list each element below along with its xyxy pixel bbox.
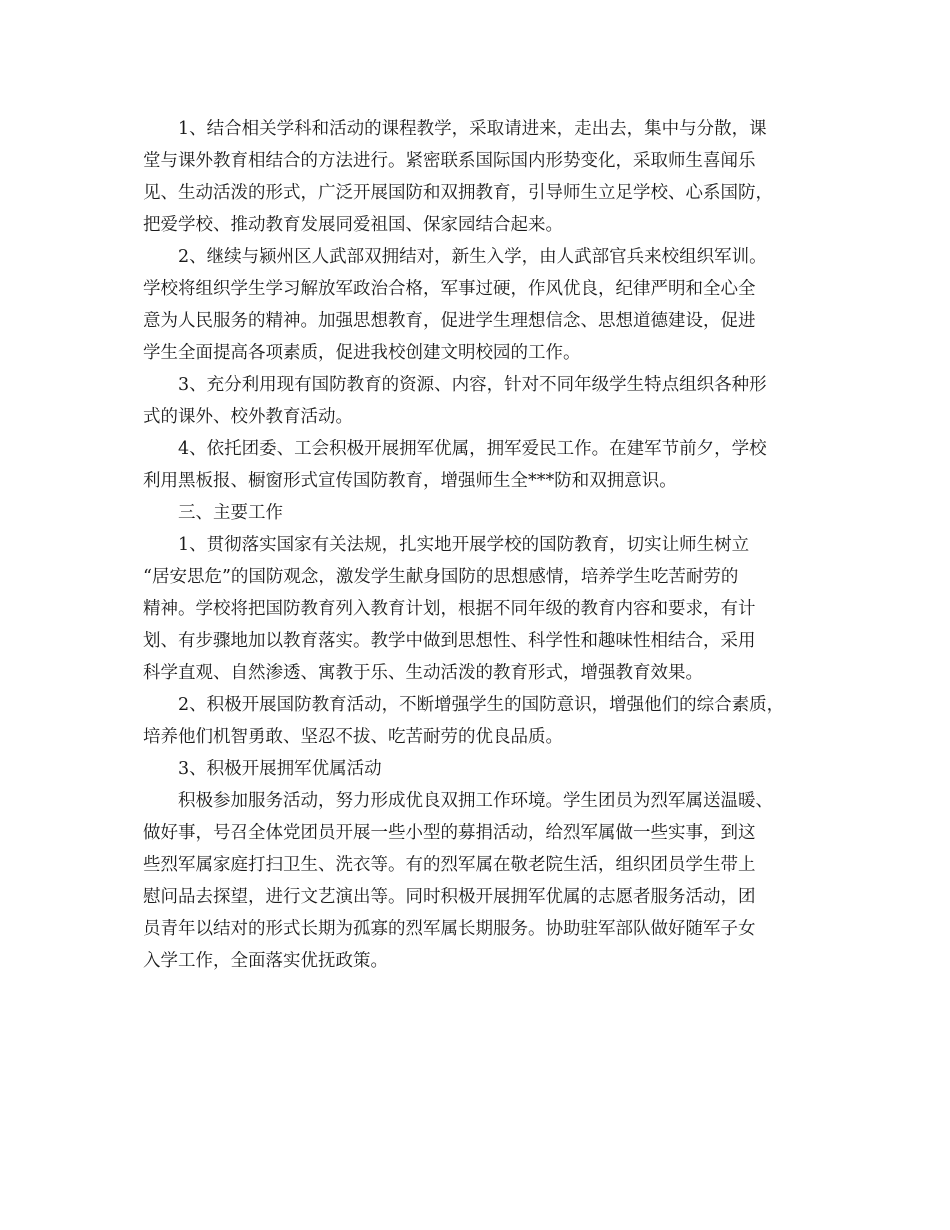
paragraph-line: 3、充分利用现有国防教育的资源、内容，针对不同年级学生特点组织各种形 xyxy=(178,375,767,395)
paragraph-line: 利用黑板报、橱窗形式宣传国防教育，增强师生全***防和双拥意识。 xyxy=(143,471,677,491)
paragraph-line: 1、贯彻落实国家有关法规，扎实地开展学校的国防教育，切实让师生树立 xyxy=(178,535,750,555)
paragraph-line: 堂与课外教育相结合的方法进行。紧密联系国际国内形势变化，采取师生喜闻乐 xyxy=(143,151,756,171)
paragraph-line: “居安思危”的国防观念，激发学生献身国防的思想感情，培养学生吃苦耐劳的 xyxy=(143,567,739,587)
paragraph-line: 1、结合相关学科和活动的课程教学，采取请进来，走出去，集中与分散，课 xyxy=(178,119,767,139)
subsection-heading: 3、积极开展拥军优属活动 xyxy=(178,759,382,779)
paragraph-line: 入学工作，全面落实优抚政策。 xyxy=(143,951,388,971)
paragraph-line: 积极参加服务活动，努力形成优良双拥工作环境。学生团员为烈军属送温暖、 xyxy=(178,791,773,811)
paragraph-line: 科学直观、自然渗透、寓教于乐、生动活泼的教育形式，增强教育效果。 xyxy=(143,663,703,683)
paragraph-line: 见、生动活泼的形式，广泛开展国防和双拥教育，引导师生立足学校、心系国防， xyxy=(143,183,773,203)
paragraph-line: 慰问品去探望，进行文艺演出等。同时积极开展拥军优属的志愿者服务活动，团 xyxy=(143,887,756,907)
section-heading: 三、主要工作 xyxy=(178,503,283,523)
document-body xyxy=(143,113,813,977)
paragraph-line: 培养他们机智勇敢、坚忍不拔、吃苦耐劳的优良品质。 xyxy=(143,727,563,747)
paragraph-line: 2、积极开展国防教育活动，不断增强学生的国防意识，增强他们的综合素质， xyxy=(178,695,785,715)
paragraph-line: 学校将组织学生学习解放军政治合格，军事过硬，作风优良，纪律严明和全心全 xyxy=(143,279,756,299)
paragraph-line: 做好事，号召全体党团员开展一些小型的募捐活动，给烈军属做一些实事，到这 xyxy=(143,823,756,843)
paragraph-line: 精神。学校将把国防教育列入教育计划，根据不同年级的教育内容和要求，有计 xyxy=(143,599,756,619)
paragraph-line: 把爱学校、推动教育发展同爱祖国、保家园结合起来。 xyxy=(143,215,563,235)
paragraph-line: 2、继续与颍州区人武部双拥结对，新生入学，由人武部官兵来校组织军训。 xyxy=(178,247,767,267)
paragraph-line: 4、依托团委、工会积极开展拥军优属，拥军爱民工作。在建军节前夕，学校 xyxy=(178,439,767,459)
paragraph-line: 学生全面提高各项素质，促进我校创建文明校园的工作。 xyxy=(143,343,581,363)
paragraph-line: 式的课外、校外教育活动。 xyxy=(143,407,353,427)
paragraph-line: 些烈军属家庭打扫卫生、洗衣等。有的烈军属在敬老院生活，组织团员学生带上 xyxy=(143,855,756,875)
paragraph-line: 划、有步骤地加以教育落实。教学中做到思想性、科学性和趣味性相结合，采用 xyxy=(143,631,756,651)
paragraph-line: 意为人民服务的精神。加强思想教育，促进学生理想信念、思想道德建设，促进 xyxy=(143,311,756,331)
paragraph-line: 员青年以结对的形式长期为孤寡的烈军属长期服务。协助驻军部队做好随军子女 xyxy=(143,919,756,939)
